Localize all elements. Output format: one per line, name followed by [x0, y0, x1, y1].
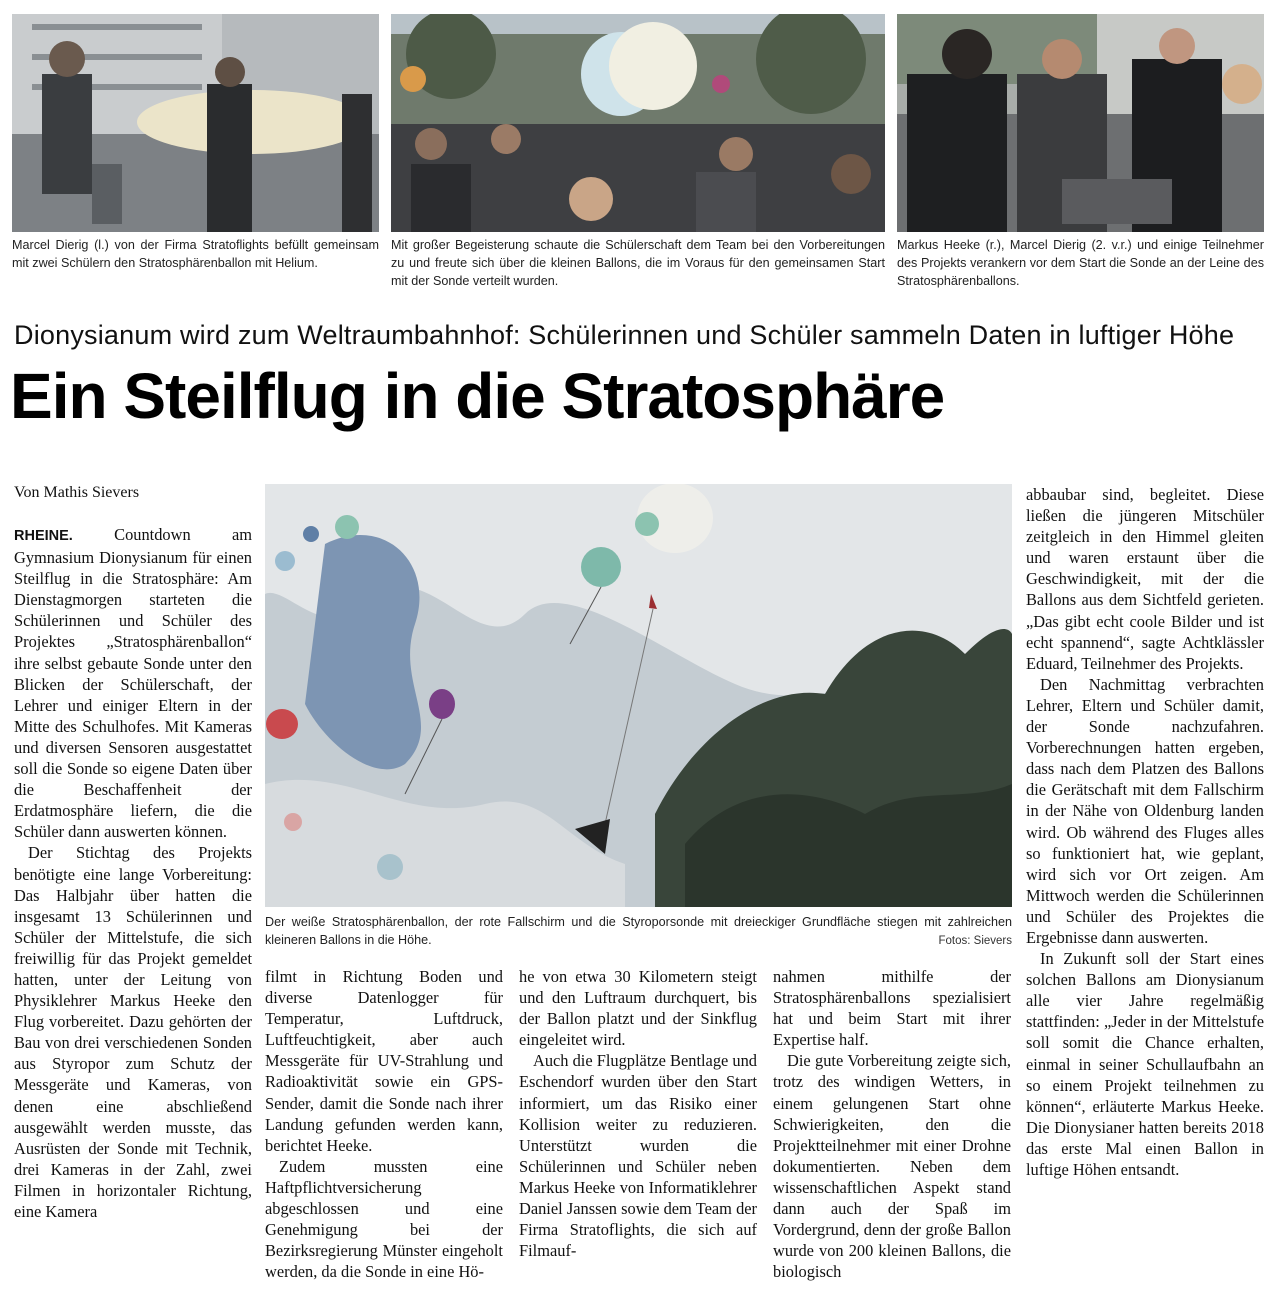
- col3-paragraph-2: Auch die Flugplätze Bentlage und Eschendorf wurden über den Start informiert, um das Risiko einer Kollision weiter zu reduzieren. Unterstützt wurden die Schülerinnen und Schüler neben Markus Heeke von Informatiklehrer Daniel Janssen sowie dem Team der Firma Stratoflights, die sich auf Filmauf-: [519, 1051, 757, 1261]
- photo-helium-filling: [12, 14, 379, 232]
- photo-credit: Fotos: Sievers: [938, 935, 1012, 947]
- caption-photo-3: Markus Heeke (r.), Marcel Dierig (2. v.r.) und einige Teilnehmer des Projekts verankern vor dem Start die Sonde an der Leine des Stratosphärenballons.: [897, 238, 1264, 288]
- column-5: [1026, 484, 1264, 1180]
- col1-paragraph-1: Countdown am Gymnasium Dionysianum für einen Steilflug in die Stratosphäre: Am Dienstagmorgen starteten die Schülerinnen und Schüler des Projektes „Stratosphärenballon“ ihre selbst gebaute Sonde unter den Blicken der Schülerschaft, der Lehrer und einiger Eltern in der Mitte des Schulhofes. Mit Kameras und diversen Sensoren ausgestattet soll die Sonde so eigene Daten über die Beschaffenheit der Erdatmosphäre liefern, die die Schüler dann auswerten können.: [14, 525, 252, 842]
- photo-crowd-balloons: [391, 14, 885, 232]
- byline: Von Mathis Sievers: [14, 484, 140, 501]
- col5-paragraph-2: Den Nachmittag verbrachten Lehrer, Eltern und Schüler damit, der Sonde nachzufahren. Vorberechnungen hatten ergeben, dass nach dem Platzen des Ballons die Gerätschaft mit dem Fallschirm in der Nähe von Oldenburg landen wird. Ob während des Fluges alles so funktioniert hat, wie geplant, wird sich vor Ort zeigen. Am Mittwoch werden die Schülerinnen und Schüler des Projektes die Ergebnisse dann auswerten.: [1026, 674, 1264, 947]
- photo-balloon-launch: [265, 484, 1012, 907]
- dateline: RHEINE.: [14, 528, 73, 544]
- col3-paragraph-1: he von etwa 30 Kilometern steigt und den Luftraum durchquert, bis der Ballon platzt und der Sinkflug eingeleitet wird.: [519, 967, 757, 1050]
- column-3: [519, 966, 757, 1261]
- caption-photo-2: Mit großer Begeisterung schaute die Schülerschaft dem Team bei den Vorbereitungen zu und freute sich über die kleinen Ballons, die im Voraus für den gemeinsamen Start mit der Sonde verteilt wurden.: [391, 238, 885, 288]
- col5-paragraph-1: abbaubar sind, begleitet. Diese ließen die jüngeren Mitschüler zeitgleich in den Himmel gleiten und waren erstaunt über die Geschwindigkeit, mit der die Ballons aus dem Sichtfeld gerieten. „Das gibt echt coole Bilder und ist echt spannend“, sagte Achtklässler Eduard, Teilnehmer des Projekts.: [1026, 485, 1264, 673]
- caption-main-photo: Der weiße Stratosphärenballon, der rote Fallschirm und die Styroporsonde mit dreieckiger Grundfläche stiegen mit zahlreichen kleineren Ballons in die Höhe.: [265, 915, 1012, 947]
- col4-paragraph-2: Die gute Vorbereitung zeigte sich, trotz des windigen Wetters, in einem gelungenen Start ohne Schwierigkeiten, den die Projektteilnehmer mit einer Drohne dokumentierten. Neben dem wissenschaftlichen Aspekt stand dann auch der Spaß im Vordergrund, denn der große Ballon wurde von 200 kleinen Ballons, die biologisch: [773, 1051, 1011, 1282]
- kicker: Dionysianum wird zum Weltraumbahnhof: Schülerinnen und Schüler sammeln Daten in luftiger Höhe: [14, 320, 1235, 350]
- column-1: [14, 524, 252, 1222]
- column-2: [265, 966, 503, 1282]
- col2-paragraph-2: Zudem mussten eine Haftpflichtversicherung abgeschlossen und eine Genehmigung bei der Bezirksregierung Münster eingeholt werden, da die Sonde in eine Hö-: [265, 1156, 503, 1282]
- caption-photo-1: Marcel Dierig (l.) von der Firma Stratoflights befüllt gemeinsam mit zwei Schülern den Stratosphärenballon mit Helium.: [12, 238, 379, 270]
- col4-paragraph-1: nahmen mithilfe der Stratosphärenballons spezialisiert hat und beim Start mit ihrer Expertise half.: [773, 967, 1011, 1050]
- col5-paragraph-3: In Zukunft soll der Start eines solchen Ballons am Dionysianum alle vier Jahre regelmäßig stattfinden: „Jeder in der Mittelstufe soll somit die Chance erhalten, einmal in seiner Schullaufbahn an so einem Projekt teilnehmen zu können“, erläuterte Markus Heeke. Die Dionysianer hatten bereits 2018 das erste Mal einen Ballon in luftige Höhen entsandt.: [1026, 949, 1264, 1179]
- photo-probe-anchoring: [897, 14, 1264, 232]
- col1-paragraph-2: Der Stichtag des Projekts benötigte eine lange Vorbereitung: Das Halbjahr über hatten die insgesamt 13 Schülerinnen und Schüler der Mittelstufe, die sich freiwillig für das Projekt gemeldet hatten, unter der Leitung von Physiklehrer Markus Heeke den Flug vorbereitet. Dazu gehörten der Bau von drei verschiedenen Sonden aus Styropor zum Schutz der Messgeräte und Kameras, von denen eine abschließend ausgewählt werden musste, das Ausrüsten der Sonde mit Technik, drei Kameras in der Zahl, zwei Filmen in horizontaler Richtung, eine Kamera: [14, 843, 252, 1221]
- headline: Ein Steilflug in die Stratosphäre: [10, 360, 945, 432]
- column-4: [773, 966, 1011, 1282]
- col2-paragraph-1: filmt in Richtung Boden und diverse Datenlogger für Temperatur, Luftdruck, Luftfeuchtigkeit, aber auch Messgeräte für UV-Strahlung und Radioaktivität sowie ein GPS-Sender, damit die Sonde nach ihrer Landung gefunden werden kann, berichtet Heeke.: [265, 967, 503, 1155]
